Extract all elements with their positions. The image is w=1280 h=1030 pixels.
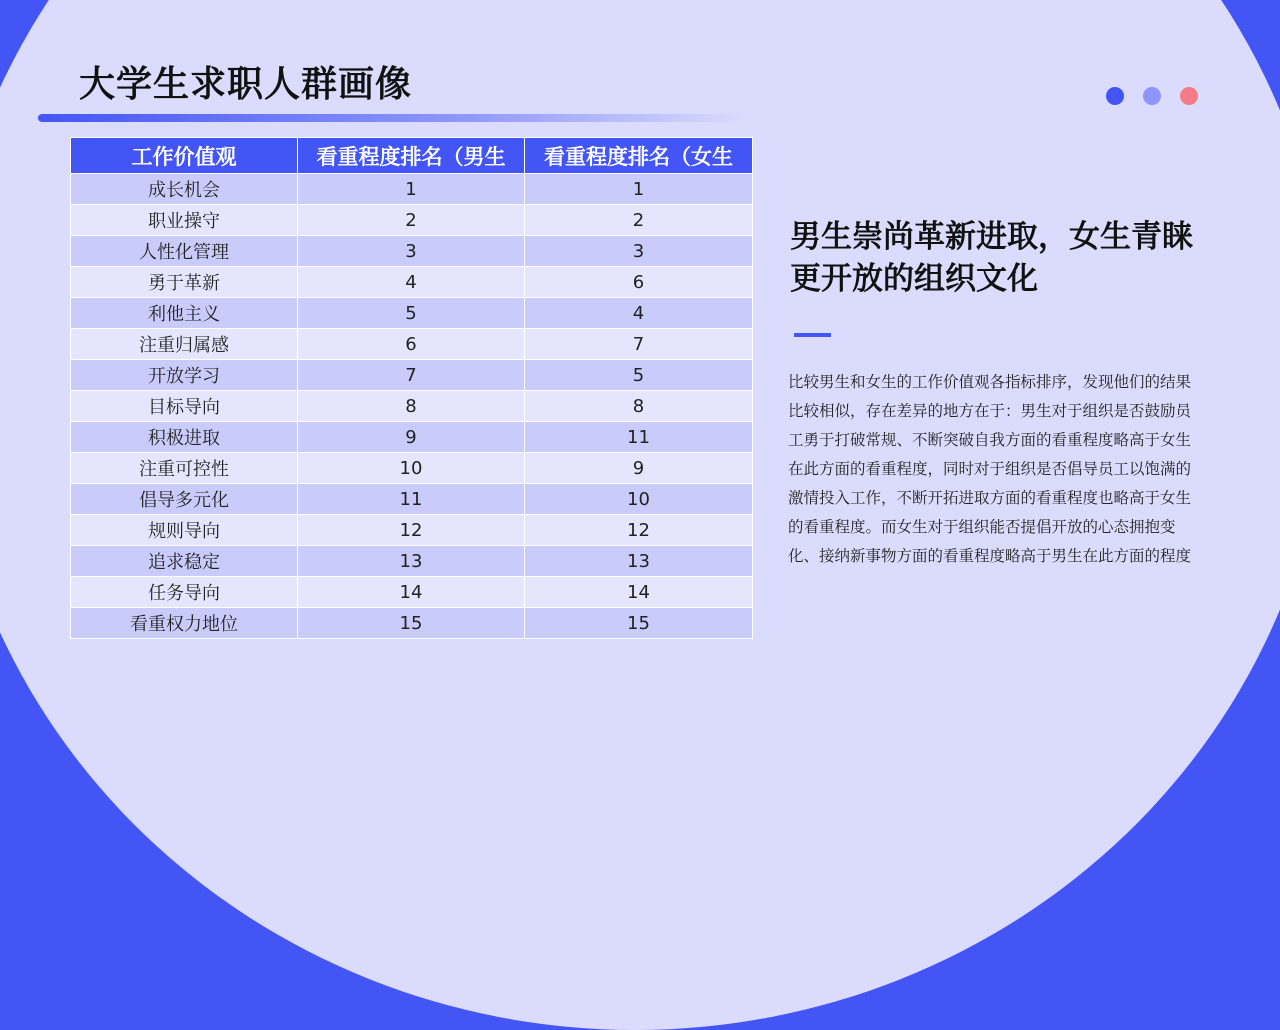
cell-work-value: 开放学习 (71, 360, 298, 391)
cell-female-rank: 10 (525, 484, 753, 515)
cell-work-value: 积极进取 (71, 422, 298, 453)
cell-female-rank: 6 (525, 267, 753, 298)
header-male-rank: 看重程度排名（男生 (298, 138, 525, 174)
cell-male-rank: 14 (298, 577, 525, 608)
table-row (71, 515, 753, 546)
work-values-table (70, 137, 753, 639)
table-row (71, 298, 753, 329)
decor-dot-lavender (1143, 87, 1161, 105)
table-header-row (71, 138, 753, 174)
heading-accent-bar (794, 333, 831, 337)
cell-work-value: 利他主义 (71, 298, 298, 329)
cell-female-rank: 2 (525, 205, 753, 236)
cell-female-rank: 7 (525, 329, 753, 360)
cell-work-value: 目标导向 (71, 391, 298, 422)
cell-male-rank: 12 (298, 515, 525, 546)
cell-male-rank: 5 (298, 298, 525, 329)
cell-male-rank: 15 (298, 608, 525, 639)
table-row (71, 453, 753, 484)
cell-female-rank: 11 (525, 422, 753, 453)
table-row (71, 360, 753, 391)
cell-male-rank: 4 (298, 267, 525, 298)
cell-female-rank: 8 (525, 391, 753, 422)
cell-male-rank: 11 (298, 484, 525, 515)
decor-dot-blue (1106, 87, 1124, 105)
cell-female-rank: 9 (525, 453, 753, 484)
cell-work-value: 注重归属感 (71, 329, 298, 360)
cell-female-rank: 12 (525, 515, 753, 546)
cell-work-value: 追求稳定 (71, 546, 298, 577)
cell-male-rank: 9 (298, 422, 525, 453)
cell-female-rank: 1 (525, 174, 753, 205)
cell-work-value: 职业操守 (71, 205, 298, 236)
cell-male-rank: 6 (298, 329, 525, 360)
header-work-value: 工作价值观 (71, 138, 298, 174)
title-underline (38, 114, 750, 122)
cell-work-value: 勇于革新 (71, 267, 298, 298)
table-row (71, 267, 753, 298)
table-row (71, 422, 753, 453)
cell-work-value: 成长机会 (71, 174, 298, 205)
analysis-paragraph: 比较男生和女生的工作价值观各指标排序，发现他们的结果比较相似，存在差异的地方在于：男生对于组织是否鼓励员工勇于打破常规、不断突破自我方面的看重程度略高于女生在此方面的看重程度，同时对于组织是否倡导员工以饱满的激情投入工作，不断开拓进取方面的看重程度也略高于女生的看重程度。而女生对于组织能否提倡开放的心态拥抱变化、接纳新事物方面的看重程度略高于男生在此方面的程度 (788, 373, 1192, 565)
cell-work-value: 倡导多元化 (71, 484, 298, 515)
cell-male-rank: 1 (298, 174, 525, 205)
table-row (71, 577, 753, 608)
cell-male-rank: 13 (298, 546, 525, 577)
cell-male-rank: 10 (298, 453, 525, 484)
table-row (71, 608, 753, 639)
table-row (71, 329, 753, 360)
cell-female-rank: 13 (525, 546, 753, 577)
cell-male-rank: 3 (298, 236, 525, 267)
cell-work-value: 规则导向 (71, 515, 298, 546)
cell-work-value: 看重权力地位 (71, 608, 298, 639)
cell-male-rank: 2 (298, 205, 525, 236)
table-row (71, 236, 753, 267)
table-row (71, 174, 753, 205)
section-heading: 男生崇尚革新进取，女生青睐更开放的组织文化 (790, 219, 1193, 297)
table-row (71, 546, 753, 577)
cell-work-value: 注重可控性 (71, 453, 298, 484)
cell-female-rank: 15 (525, 608, 753, 639)
cell-female-rank: 14 (525, 577, 753, 608)
cell-male-rank: 8 (298, 391, 525, 422)
cell-female-rank: 3 (525, 236, 753, 267)
cell-female-rank: 4 (525, 298, 753, 329)
header-female-rank: 看重程度排名（女生 (525, 138, 753, 174)
decor-dot-pink (1180, 87, 1198, 105)
table-row (71, 484, 753, 515)
cell-work-value: 任务导向 (71, 577, 298, 608)
cell-work-value: 人性化管理 (71, 236, 298, 267)
table-row (71, 391, 753, 422)
cell-female-rank: 5 (525, 360, 753, 391)
page-title: 大学生求职人群画像 (79, 64, 413, 105)
table-row (71, 205, 753, 236)
cell-male-rank: 7 (298, 360, 525, 391)
